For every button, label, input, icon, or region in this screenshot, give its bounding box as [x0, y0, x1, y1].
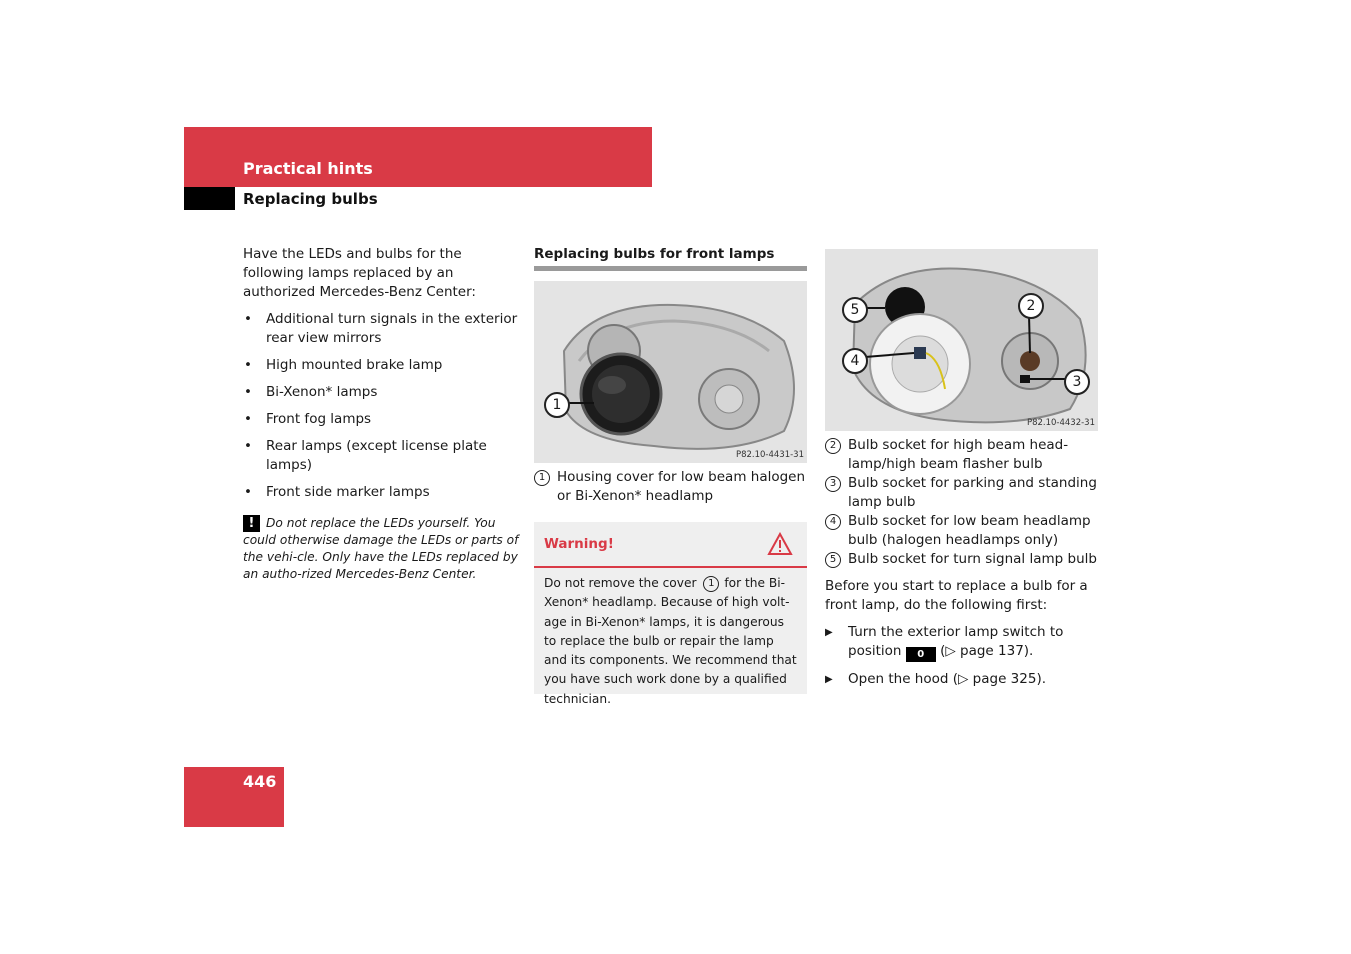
front-lamps-heading: Replacing bulbs for front lamps	[534, 246, 775, 262]
legend-item	[825, 550, 1100, 569]
callout-3: 3	[1064, 369, 1090, 395]
warning-text-start: Do not remove the cover	[544, 576, 697, 590]
note-text: Do not replace the LEDs yourself. You could otherwise damage the LEDs or parts of the vehi-cle. Only have the LEDs replaced by an autho-rized Mercedes-Benz Center.	[243, 516, 519, 581]
note	[243, 515, 519, 583]
list-item: • Front fog lamps	[243, 410, 518, 429]
list-item: • Bi-Xenon* lamps	[243, 383, 518, 402]
legend-item	[825, 436, 1100, 474]
callout-number: 4	[825, 514, 841, 530]
callout-number: 1	[703, 576, 719, 592]
callout-number: 3	[825, 476, 841, 492]
intro-text: Have the LEDs and bulbs for the following lamps replaced by an authorized Mercedes-Benz Center:	[243, 246, 476, 300]
step-item	[825, 623, 1100, 662]
legend-text: Bulb socket for turn signal lamp bulb	[848, 551, 1097, 567]
step-item: ▶ Open the hood (▷ page 325).	[825, 670, 1100, 689]
sockets-column	[825, 436, 1100, 697]
switch-position-key: 0	[906, 647, 936, 662]
legend-item	[825, 512, 1100, 550]
legend-text: Housing cover for low beam halogen or Bi-Xenon* headlamp	[557, 469, 806, 504]
legend-text: Bulb socket for parking and standing lamp bulb	[848, 475, 1097, 510]
exclamation-icon: !	[243, 515, 260, 532]
before-text: Before you start to replace a bulb for a front lamp, do the following first:	[825, 578, 1088, 613]
list-item: • Front side marker lamps	[243, 483, 518, 502]
warning-text-rest: for the Bi-Xenon* headlamp. Because of high volt-age in Bi-Xenon* lamps, it is dangerous to replace the bulb or repair the lamp and its components. We recommend that you have such work done by a qualified technician.	[544, 576, 797, 706]
callout-1: 1	[544, 392, 570, 418]
cover-legend	[534, 468, 809, 506]
section-title: Practical hints	[243, 159, 373, 178]
callout-2: 2	[1018, 293, 1044, 319]
legend-item	[534, 468, 809, 506]
subsection-marker	[184, 187, 235, 210]
image-caption: P82.10-4432-31	[1026, 418, 1095, 428]
list-item: • Additional turn signals in the exterior rear view mirrors	[243, 310, 518, 348]
subsection-title: Replacing bulbs	[243, 190, 378, 208]
header-bar	[184, 127, 652, 187]
callout-number: 1	[534, 470, 550, 486]
callout-5: 5	[842, 297, 868, 323]
intro-column	[243, 245, 518, 510]
list-item: • Rear lamps (except license plate lamps)	[243, 437, 518, 475]
image-caption: P82.10-4431-31	[735, 450, 804, 460]
headlamp-cover-image	[534, 281, 807, 463]
callout-number: 5	[825, 552, 841, 568]
step-text: Turn the exterior lamp switch to position	[848, 624, 1064, 659]
heading-rule	[534, 266, 807, 271]
warning-header	[534, 522, 807, 568]
headlamp-sockets-image	[825, 249, 1098, 431]
page-reference: (▷ page 137).	[940, 643, 1034, 659]
warning-title: Warning!	[544, 536, 614, 552]
page-number: 446	[243, 772, 277, 791]
warning-text	[534, 568, 807, 709]
warning-triangle-icon	[767, 532, 793, 560]
steps-list	[825, 623, 1100, 689]
legend-text: Bulb socket for high beam head-lamp/high beam flasher bulb	[848, 437, 1069, 472]
warning-box	[534, 522, 807, 706]
legend-text: Bulb socket for low beam headlamp bulb (halogen headlamps only)	[848, 513, 1091, 548]
lamp-list	[243, 310, 518, 502]
legend-item	[825, 474, 1100, 512]
list-item: • High mounted brake lamp	[243, 356, 518, 375]
callout-4: 4	[842, 348, 868, 374]
callout-number: 2	[825, 438, 841, 454]
